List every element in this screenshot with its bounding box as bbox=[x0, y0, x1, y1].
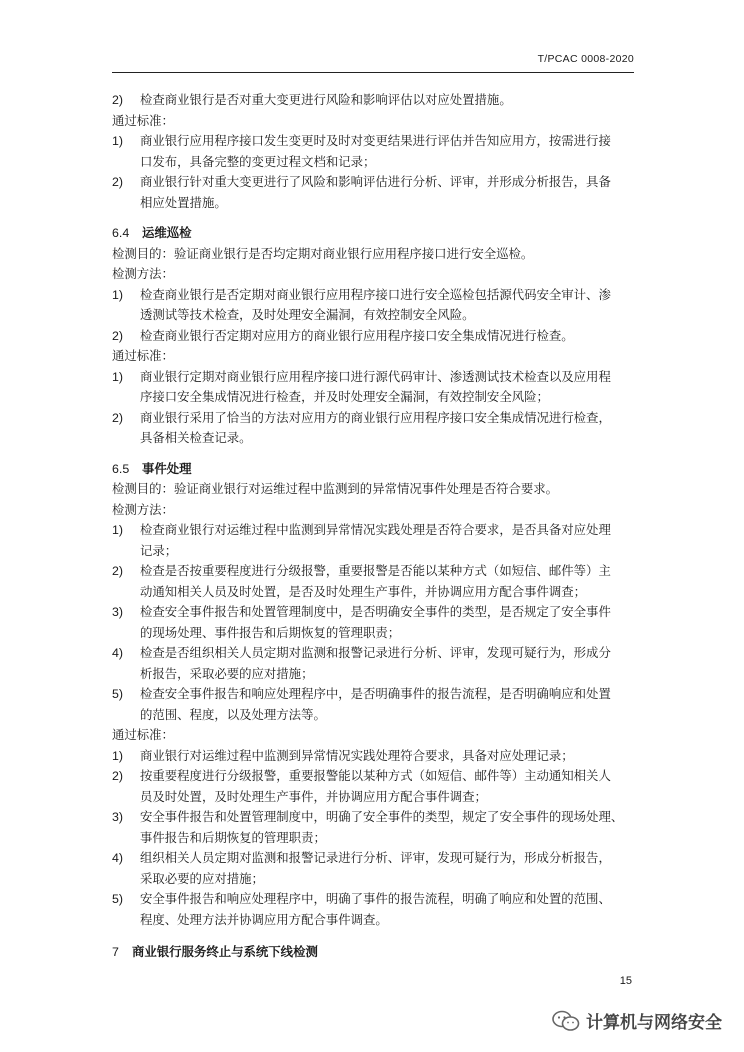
list-item-line: 记录； bbox=[140, 542, 178, 558]
list-item-number: 2) bbox=[112, 410, 124, 425]
section-title: 商业银行服务终止与系统下线检测 bbox=[132, 944, 318, 959]
list-item-line: 安全事件报告和处置管理制度中，明确了安全事件的类型，规定了安全事件的现场处理、 bbox=[140, 809, 624, 824]
list-item-number: 4) bbox=[112, 851, 124, 865]
list-item-number: 2) bbox=[112, 328, 124, 343]
document-body bbox=[112, 90, 634, 963]
wechat-icon bbox=[552, 1010, 580, 1032]
section-heading bbox=[112, 942, 634, 963]
list-item-line: 检查安全事件报告和处置管理制度中，是否明确安全事件的类型，是否规定了安全事件 bbox=[140, 604, 611, 619]
list-item-line: 的现场处理、事件报告和后期恢复的管理职责； bbox=[140, 624, 401, 640]
paragraph-line: 检测方法： bbox=[112, 266, 174, 281]
list-item bbox=[112, 807, 634, 848]
list-item-line: 口发布，具备完整的变更过程文档和记录； bbox=[140, 153, 376, 169]
list-item bbox=[112, 889, 634, 930]
list-item-number: 1) bbox=[112, 369, 124, 384]
list-item bbox=[112, 172, 634, 213]
section-number: 6.5 bbox=[112, 461, 130, 476]
list-item-number: 1) bbox=[112, 748, 124, 763]
list-item-line: 检查商业银行是否定期对商业银行应用程序接口进行安全巡检包括源代码安全审计、渗 bbox=[140, 286, 611, 302]
list-item-line: 程度、处理方法并协调应用方配合事件调查。 bbox=[140, 911, 388, 927]
list-item-number: 1) bbox=[112, 134, 124, 148]
list-item-line: 商业银行对运维过程中监测到异常情况实践处理符合要求，具备对应处理记录； bbox=[140, 747, 574, 763]
list-item-number: 4) bbox=[112, 646, 124, 660]
list-item-line: 检查是否按重要程度进行分级报警，重要报警是否能以某种方式（如短信、邮件等）主 bbox=[140, 563, 611, 578]
list-item-line: 商业银行针对重大变更进行了风险和影响评估进行分析、评审，并形成分析报告，具备 bbox=[140, 174, 611, 189]
list-item bbox=[112, 602, 634, 643]
section-number: 6.4 bbox=[112, 226, 130, 240]
list-item-line: 动通知相关人员及时处置，是否及时处理生产事件，并协调应用方配合事件调查； bbox=[140, 583, 587, 599]
list-item-number: 2) bbox=[112, 769, 124, 783]
page-number: 15 bbox=[619, 975, 632, 987]
list-item-number: 1) bbox=[112, 523, 124, 537]
list-item-line: 检查商业银行否定期对应用方的商业银行应用程序接口安全集成情况进行检查。 bbox=[140, 327, 574, 343]
list-item-line: 检查商业银行对运维过程中监测到异常情况实践处理是否符合要求，是否具备对应处理 bbox=[140, 522, 611, 537]
list-item bbox=[112, 408, 634, 449]
list-item bbox=[112, 684, 634, 725]
list-item-line: 析报告，采取必要的应对措施； bbox=[140, 665, 314, 681]
watermark-text: 计算机与网络安全 bbox=[586, 1013, 722, 1033]
list-item-line: 商业银行定期对商业银行应用程序接口进行源代码审计、渗透测试技术检查以及应用程 bbox=[140, 368, 611, 384]
section-heading bbox=[112, 223, 634, 244]
list-item-line: 员及时处置，及时处理生产事件，并协调应用方配合事件调查； bbox=[140, 788, 487, 804]
list-item-line: 相应处置措施。 bbox=[140, 194, 227, 210]
section-title: 事件处理 bbox=[142, 460, 192, 476]
list-item bbox=[112, 326, 634, 347]
list-item-line: 商业银行应用程序接口发生变更时及时对变更结果进行评估并告知应用方，按需进行接 bbox=[140, 133, 611, 148]
watermark bbox=[552, 1008, 722, 1033]
list-item-number: 2) bbox=[112, 175, 124, 189]
list-item bbox=[112, 90, 634, 111]
list-item-line: 序接口安全集成情况进行检查，并及时处理安全漏洞，有效控制安全风险； bbox=[140, 389, 549, 404]
section-number: 7 bbox=[112, 945, 119, 959]
list-item-number: 5) bbox=[112, 892, 124, 906]
list-item-line: 的范围、程度，以及处理方法等。 bbox=[140, 706, 326, 722]
paragraph-line: 通过标准： bbox=[112, 112, 174, 128]
list-item-number: 5) bbox=[112, 687, 124, 701]
paragraph-line: 通过标准： bbox=[112, 727, 174, 742]
standard-code: T/PCAC 0008-2020 bbox=[537, 53, 634, 65]
list-item-number: 3) bbox=[112, 810, 124, 824]
list-item bbox=[112, 131, 634, 172]
list-item bbox=[112, 367, 634, 408]
section-heading bbox=[112, 459, 634, 480]
list-item bbox=[112, 561, 634, 602]
list-item bbox=[112, 285, 634, 326]
list-item-line: 按重要程度进行分级报警，重要报警能以某种方式（如短信、邮件等）主动通知相关人 bbox=[140, 768, 611, 783]
list-item bbox=[112, 746, 634, 767]
list-item-line: 检查商业银行是否对重大变更进行风险和影响评估以对应处置措施。 bbox=[140, 92, 512, 107]
paragraph-line: 通过标准： bbox=[112, 348, 174, 363]
list-item bbox=[112, 520, 634, 561]
list-item-number: 1) bbox=[112, 287, 124, 302]
list-item-line: 具备相关检查记录。 bbox=[140, 430, 252, 445]
list-item-line: 检查安全事件报告和响应处理程序中，是否明确事件的报告流程，是否明确响应和处置 bbox=[140, 686, 611, 701]
list-item-line: 安全事件报告和响应处理程序中，明确了事件的报告流程，明确了响应和处置的范围、 bbox=[140, 891, 611, 906]
paragraph-line: 检测目的：验证商业银行对运维过程中监测到的异常情况事件处理是否符合要求。 bbox=[112, 481, 559, 496]
list-item-line: 采取必要的应对措施； bbox=[140, 870, 264, 886]
list-item-line: 事件报告和后期恢复的管理职责； bbox=[140, 829, 326, 845]
header-rule bbox=[112, 72, 634, 73]
paragraph-line: 检测目的：验证商业银行是否均定期对商业银行应用程序接口进行安全巡检。 bbox=[112, 245, 534, 261]
paragraph-line: 检测方法： bbox=[112, 501, 174, 517]
list-item bbox=[112, 848, 634, 889]
list-item bbox=[112, 643, 634, 684]
list-item-number: 3) bbox=[112, 605, 124, 619]
list-item-line: 检查是否组织相关人员定期对监测和报警记录进行分析、评审，发现可疑行为，形成分 bbox=[140, 645, 611, 660]
section-title: 运维巡检 bbox=[142, 225, 192, 240]
list-item bbox=[112, 766, 634, 807]
list-item-line: 透测试等技术检查，及时处理安全漏洞，有效控制安全风险。 bbox=[140, 307, 475, 322]
list-item-number: 2) bbox=[112, 564, 124, 578]
list-item-number: 2) bbox=[112, 93, 124, 107]
list-item-line: 组织相关人员定期对监测和报警记录进行分析、评审，发现可疑行为，形成分析报告， bbox=[140, 850, 611, 865]
list-item-line: 商业银行采用了恰当的方法对应用方的商业银行应用程序接口安全集成情况进行检查， bbox=[140, 409, 611, 425]
